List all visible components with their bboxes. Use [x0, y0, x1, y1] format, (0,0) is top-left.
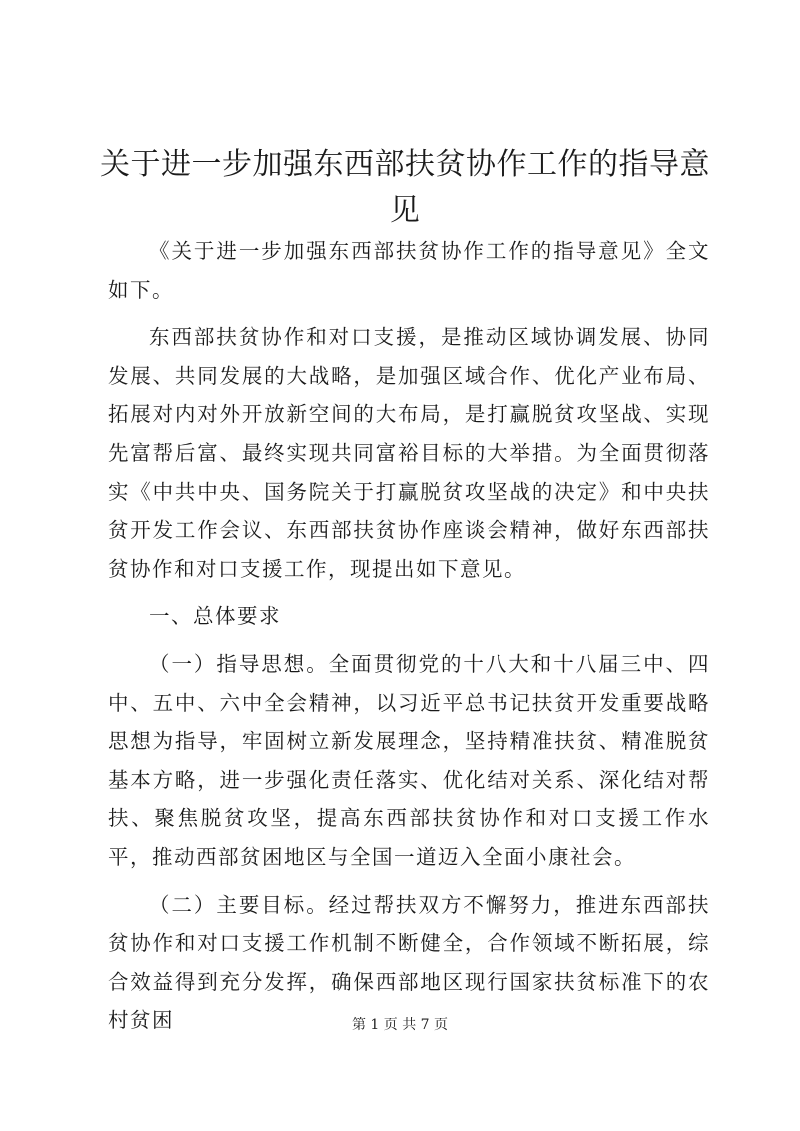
intro-paragraph: 《关于进一步加强东西部扶贫协作工作的指导意见》全文如下。	[108, 239, 710, 302]
page-number-footer: 第 1 页 共 7 页	[351, 1017, 449, 1033]
document-title: 关于进一步加强东西部扶贫协作工作的指导意见	[100, 147, 710, 228]
guiding-thought-paragraph: （一）指导思想。全面贯彻党的十八大和十八届三中、四中、五中、六中全会精神，以习近平总书记扶贫开发重要战略思想为指导，牢固树立新发展理念，坚持精准扶贫、精准脱贫基本方略，进一步强化责任落实、优化结对关系、深化结对帮扶、聚焦脱贫攻坚，提高东西部扶贫协作和对口支援工作水平，推动西部贫困地区与全国一道迈入全面小康社会。	[108, 651, 710, 869]
section-heading: 一、总体要求	[149, 604, 281, 629]
background-paragraph: 东西部扶贫协作和对口支援，是推动区域协调发展、协同发展、共同发展的大战略，是加强区域合作、优化产业布局、拓展对内对外开放新空间的大布局，是打赢脱贫攻坚战、实现先富帮后富、最终实现共同富裕目标的大举措。为全面贯彻落实《中共中央、国务院关于打赢脱贫攻坚战的决定》和中央扶贫开发工作会议、东西部扶贫协作座谈会精神，做好东西部扶贫协作和对口支援工作，现提出如下意见。	[108, 325, 710, 581]
main-goals-paragraph: （二）主要目标。经过帮扶双方不懈努力，推进东西部扶贫协作和对口支援工作机制不断健全，合作领域不断拓展，综合效益得到充分发挥，确保西部地区现行国家扶贫标准下的农村贫困	[108, 892, 710, 1033]
document-body	[108, 232, 710, 1040]
